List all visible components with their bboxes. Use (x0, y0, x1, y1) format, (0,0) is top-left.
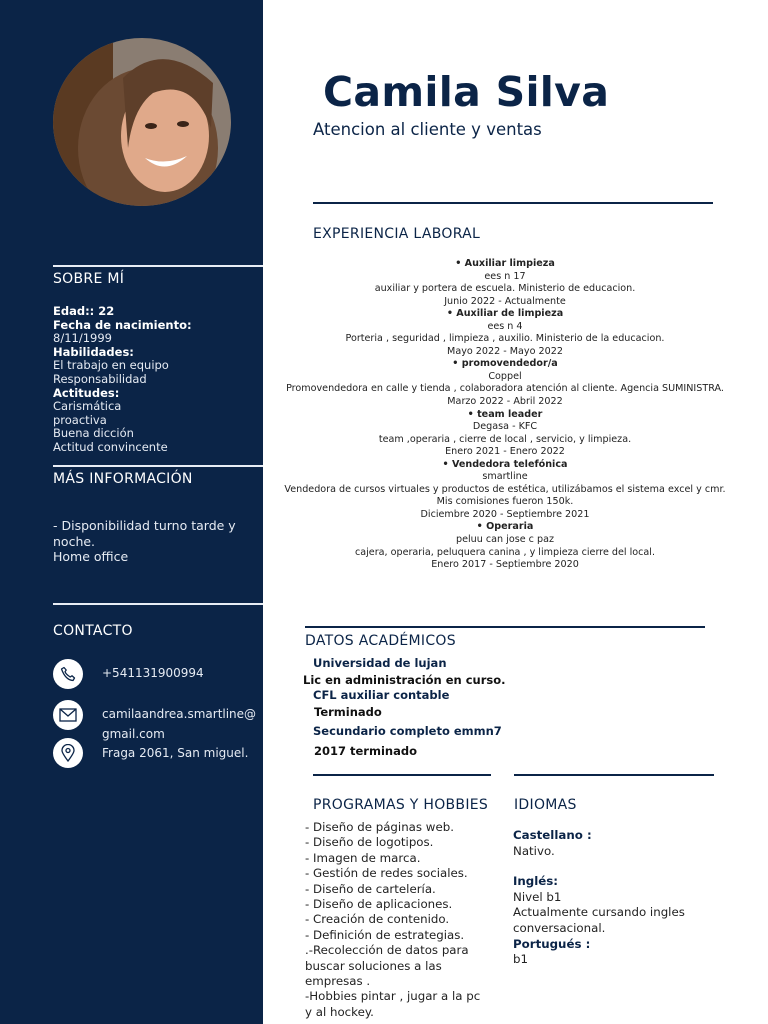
job-place: smartline (482, 471, 528, 483)
portuguese-label: Portugués : (513, 936, 591, 951)
about-details (53, 305, 253, 455)
availability-text: - Disponibilidad turno tarde y noche. (53, 518, 236, 549)
age-label: Edad:: 22 (53, 304, 115, 318)
job-description: auxiliar y portera de escuela. Ministerio de educacion. (374, 283, 636, 295)
academic-line: CFL auxiliar contable (313, 688, 450, 702)
job-title: • Operaria (476, 521, 534, 533)
attitude-item: Carismática (53, 399, 122, 414)
job-dates: Enero 2017 - Septiembre 2020 (431, 559, 579, 571)
job-dates: Mayo 2022 - Mayo 2022 (447, 345, 563, 357)
job-title: • team leader (467, 408, 543, 420)
divider (53, 265, 263, 267)
hobby-item: -Hobbies pintar , jugar a la pc y al hockey. (305, 989, 481, 1019)
hobby-item: - Definición de estrategias. (305, 927, 465, 942)
academic-line: Lic en administración en curso. (303, 673, 506, 687)
candidate-name: Camila Silva (323, 68, 610, 116)
hobby-item: - Creación de contenido. (305, 912, 450, 927)
english-note: Actualmente cursando ingles conversacional. (513, 905, 685, 935)
job-description: Promovendedora en calle y tienda , colaboradora atención al cliente. Agencia SUMINISTRA. (286, 383, 724, 395)
profile-photo (53, 38, 231, 206)
job-description: cajera, operaria, peluquera canina , y limpieza cierre del local. (354, 546, 656, 558)
more-info-title: MÁS INFORMACIÓN (53, 471, 193, 487)
candidate-role: Atencion al cliente y ventas (313, 120, 542, 139)
job-title: • Auxiliar de limpieza (446, 308, 564, 320)
hobby-item: - Imagen de marca. (305, 850, 421, 865)
hobby-item: .-Recolección de datos para buscar soluciones a las empresas . (305, 943, 469, 989)
job-title: • promovendedor/a (452, 358, 558, 370)
email-address[interactable]: camilaandrea.smartline@gmail.com (102, 707, 257, 741)
academic-line: Secundario completo emmn7 (313, 724, 502, 738)
job-description: Mis comisiones fueron 150k. (436, 496, 574, 508)
divider (514, 774, 714, 776)
job-place: Degasa - KFC (472, 421, 538, 433)
job-dates: Diciembre 2020 - Septiembre 2021 (420, 508, 590, 520)
spanish-label: Castellano : (513, 828, 592, 842)
location-icon (53, 738, 83, 768)
job-dates: Marzo 2022 - Abril 2022 (447, 396, 563, 408)
english-label: Inglés: (513, 874, 559, 889)
hobby-item: - Diseño de aplicaciones. (305, 897, 453, 912)
hobby-item: - Gestión de redes sociales. (305, 866, 468, 881)
job-place: peluu can jose c paz (456, 534, 554, 546)
divider (53, 603, 263, 605)
academic-line: 2017 terminado (314, 744, 417, 758)
job-place: ees n 4 (487, 320, 523, 332)
divider (313, 202, 713, 204)
academic-line: Terminado (314, 705, 382, 719)
portuguese-level: b1 (513, 952, 528, 967)
english-level: Nivel b1 (513, 889, 562, 904)
hobby-item: - Diseño de cartelería. (305, 881, 436, 896)
job-dates: Junio 2022 - Actualmente (444, 295, 566, 307)
academic-line: Universidad de lujan (313, 656, 447, 670)
experience-title: EXPERIENCIA LABORAL (313, 226, 481, 242)
about-title: SOBRE MÍ (53, 271, 125, 287)
office-text: Home office (53, 549, 129, 564)
hobby-item: - Diseño de logotipos. (305, 835, 434, 850)
sidebar (0, 0, 263, 1024)
job-place: ees n 17 (484, 270, 526, 282)
job-title: • Vendedora telefónica (442, 458, 568, 470)
divider (313, 774, 491, 776)
job-description: Vendedora de cursos virtuales y productos de estética, utilizábamos el sistema excel y cmr. (284, 483, 726, 495)
skill-item: Responsabilidad (53, 371, 147, 386)
academic-title: DATOS ACADÉMICOS (305, 633, 456, 649)
hobbies-list (305, 820, 495, 1020)
phone-icon (53, 659, 83, 689)
languages-title: IDIOMAS (514, 797, 577, 813)
job-description: team ,operaria , cierre de local , servicio, y limpieza. (378, 433, 632, 445)
contact-title: CONTACTO (53, 623, 133, 639)
attitude-item: Actitud convincente (53, 439, 168, 454)
job-description: Porteria , seguridad , limpieza , auxilio. Ministerio de la educacion. (345, 333, 665, 345)
mail-icon (53, 700, 83, 730)
skills-label: Habilidades: (53, 344, 134, 359)
attitude-item: proactiva (53, 412, 107, 427)
job-title: • Auxiliar limpieza (455, 258, 555, 269)
more-info-text (53, 518, 253, 565)
job-dates: Enero 2021 - Enero 2022 (445, 446, 565, 458)
divider (53, 465, 263, 467)
hobby-item: - Diseño de páginas web. (305, 820, 454, 834)
birth-label: Fecha de nacimiento: (53, 317, 192, 332)
experience-list (270, 258, 740, 572)
languages-list (513, 828, 723, 968)
divider (305, 626, 705, 628)
skill-item: El trabajo en equipo (53, 358, 169, 373)
job-place: Coppel (488, 370, 522, 382)
academic-list (303, 655, 563, 760)
attitude-item: Buena dicción (53, 426, 134, 441)
phone-number[interactable]: +541131900994 (102, 666, 204, 680)
birth-value: 8/11/1999 (53, 331, 112, 346)
spanish-level: Nativo. (513, 843, 555, 858)
address-text: Fraga 2061, San miguel. (102, 746, 249, 760)
attitudes-label: Actitudes: (53, 385, 120, 400)
hobbies-title: PROGRAMAS Y HOBBIES (313, 797, 489, 813)
